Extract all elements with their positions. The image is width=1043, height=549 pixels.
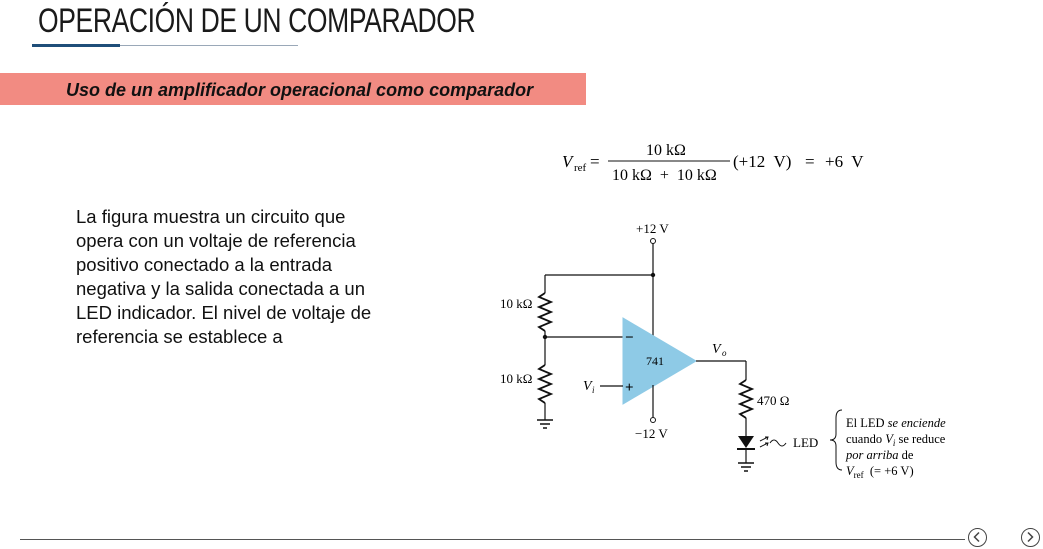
supply-neg-label: −12 V — [635, 426, 668, 441]
comparator-circuit — [490, 215, 980, 490]
chevron-left-icon — [969, 529, 985, 545]
title-underline — [120, 45, 298, 46]
r-bottom-label: 10 kΩ — [500, 371, 533, 386]
note-line-3: por arriba de — [846, 448, 914, 462]
eq-vref-sub: ref — [574, 162, 587, 174]
input-label: V — [583, 379, 592, 394]
output-label-sub: o — [722, 348, 727, 358]
opamp-label: 741 — [646, 354, 664, 368]
supply-pos-terminal — [651, 239, 656, 244]
eq-result: +6 V — [825, 152, 864, 171]
led-label: LED — [793, 435, 819, 450]
vref-equation — [550, 135, 880, 190]
eq-numerator: 10 kΩ — [646, 142, 686, 159]
resistor-bottom-icon — [539, 365, 551, 403]
eq-equals: = — [590, 152, 600, 171]
chevron-right-icon — [1022, 529, 1038, 545]
ground-icon — [738, 463, 754, 471]
note-line-4: $V_{ref}$ (= +6 V) — [846, 464, 914, 480]
resistor-led-icon — [740, 380, 752, 418]
paragraph-line: negativa y la salida conectada a un — [76, 278, 366, 299]
eq-factor: (+12 V) — [733, 152, 792, 171]
note-line-2: cuando $V_i$ se reduce — [846, 432, 946, 448]
opamp-minus: − — [625, 330, 634, 346]
paragraph-line: opera con un voltaje de referencia — [76, 230, 356, 251]
eq-denominator: 10 kΩ + 10 kΩ — [612, 167, 717, 184]
resistor-top-icon — [539, 293, 551, 331]
paragraph-line: La figura muestra un circuito que — [76, 206, 346, 227]
r-top-label: 10 kΩ — [500, 296, 533, 311]
opamp-plus: + — [625, 380, 634, 396]
title-underline-accent — [32, 44, 120, 47]
eq-vref: V — [562, 152, 573, 171]
paragraph-line: positivo conectado a la entrada — [76, 254, 333, 275]
supply-neg-terminal — [651, 418, 656, 423]
supply-pos-label: +12 V — [636, 221, 669, 236]
subtitle: Uso de un amplificador operacional como comparador — [66, 80, 534, 100]
eq-equals-2: = — [805, 152, 815, 171]
paragraph-line: LED indicador. El nivel de voltaje de — [76, 302, 372, 323]
next-slide-button[interactable] — [1021, 528, 1040, 547]
input-label-sub: i — [592, 385, 595, 395]
paragraph-line: referencia se establece a — [76, 326, 283, 347]
note-line-1: El LED se enciende — [846, 416, 946, 430]
footer-divider — [20, 539, 965, 540]
description-paragraph — [76, 205, 394, 349]
ground-icon — [537, 420, 553, 428]
page-title: OPERACIÓN DE UN COMPARADOR — [38, 2, 476, 40]
r-led-label: 470 Ω — [757, 393, 790, 408]
led-icon — [737, 436, 786, 449]
brace-icon — [830, 410, 842, 470]
prev-slide-button[interactable] — [968, 528, 987, 547]
output-label: V — [712, 342, 721, 357]
